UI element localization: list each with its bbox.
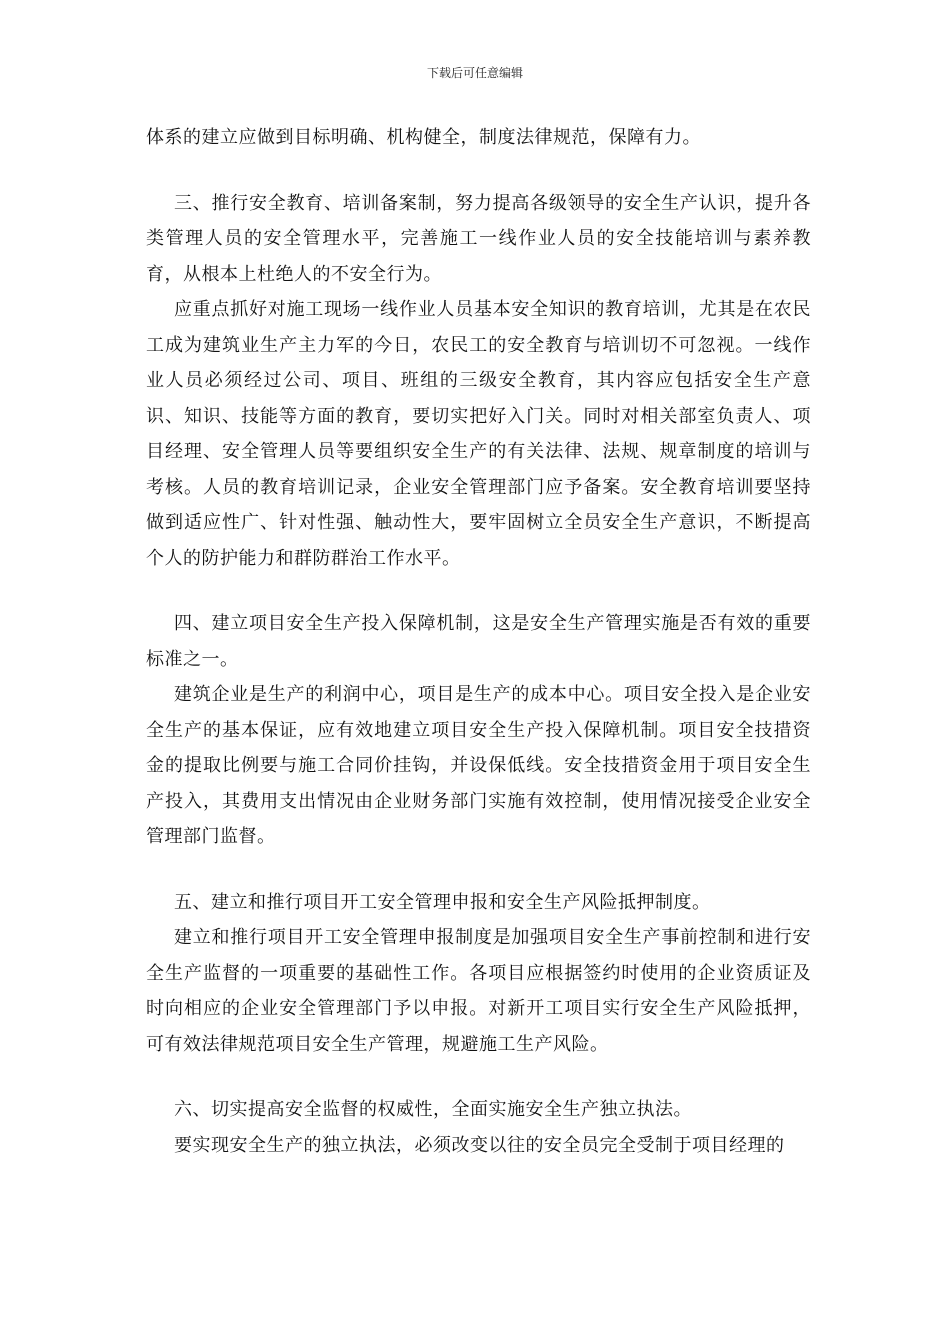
section-heading-6: 六、切实提高安全监督的权威性，全面实施安全生产独立执法。 (174, 1099, 692, 1120)
document-body (146, 120, 811, 1163)
paragraph-continuation: 体系的建立应做到目标明确、机构健全，制度法律规范，保障有力。 (146, 127, 701, 148)
section-heading-3: 三、推行安全教育、培训备案制，努力提高各级领导的安全生产认识，提升各类管理人员的安全管理水平，完善施工一线作业人员的安全技能培训与素养教育，从根本上杜绝人的不安全行为。 (146, 192, 811, 285)
section-body-4: 建筑企业是生产的利润中心，项目是生产的成本中心。项目安全投入是企业安全生产的基本保证，应有效地建立项目安全生产投入保障机制。项目安全技措资金的提取比例要与施工合同价挂钩，并设保低线。安全技措资金用于项目安全生产投入，其费用支出情况由企业财务部门实施有效控制，使用情况接受企业安全管理部门监督。 (146, 684, 811, 847)
section-body-6: 要实现安全生产的独立执法，必须改变以往的安全员完全受制于项目经理的 (174, 1134, 785, 1156)
section-heading-5: 五、建立和推行项目开工安全管理申报和安全生产风险抵押制度。 (174, 891, 711, 913)
section-body-3: 应重点抓好对施工现场一线作业人员基本安全知识的教育培训，尤其是在农民工成为建筑业生产主力军的今日，农民工的安全教育与培训切不可忽视。一线作业人员必须经过公司、项目、班组的三级安全教育，其内容应包括安全生产意识、知识、技能等方面的教育，要切实把好入门关。同时对相关部室负责人、项目经理、安全管理人员等要组织安全生产的有关法律、法规、规章制度的培训与考核。人员的教育培训记录，企业安全管理部门应予备案。安全教育培训要坚持做到适应性广、针对性强、触动性大，要牢固树立全员安全生产意识，不断提高个人的防护能力和群防群治工作水平。 (146, 299, 811, 569)
section-body-5: 建立和推行项目开工安全管理申报制度是加强项目安全生产事前控制和进行安全生产监督的一项重要的基础性工作。各项目应根据签约时使用的企业资质证及时向相应的企业安全管理部门予以申报。对新开工项目实行安全生产风险抵押，可有效法律规范项目安全生产管理，规避施工生产风险。 (146, 927, 811, 1055)
section-heading-4: 四、建立项目安全生产投入保障机制，这是安全生产管理实施是否有效的重要标准之一。 (146, 613, 811, 670)
header-note: 下载后可任意编辑 (426, 66, 523, 80)
